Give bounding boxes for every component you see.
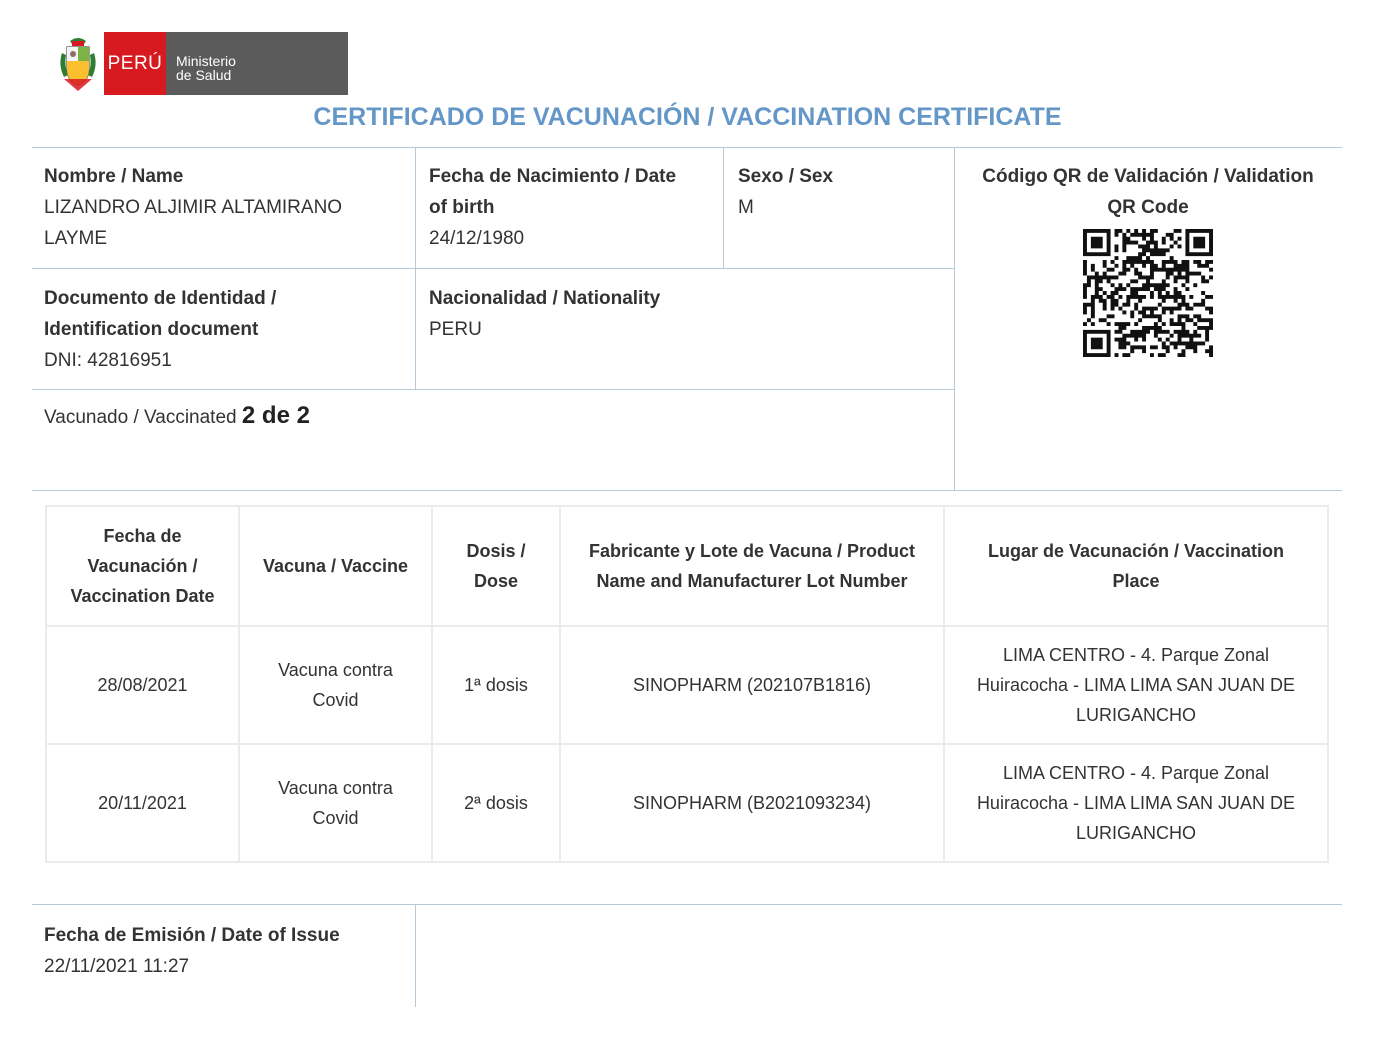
col-header-date-line2: Vacunación / (87, 556, 198, 576)
dose-vaccine (239, 626, 432, 744)
dose-row (46, 626, 1328, 744)
dob-value: 24/12/1980 (429, 228, 525, 249)
dose-number: 1ª dosis (432, 626, 560, 744)
rule-row2 (32, 389, 954, 390)
id-label-line2: Identification document (44, 319, 259, 340)
qr-label-line2: QR Code (1107, 197, 1189, 218)
col-header-lot-line2: Name and Manufacturer Lot Number (596, 571, 908, 591)
dose-place-line1: LIMA CENTRO - 4. Parque Zonal (1002, 645, 1270, 665)
doses-table (45, 505, 1329, 863)
dob-label-line1: Fecha de Nacimiento / Date (429, 166, 677, 187)
col-header-place-line2: Place (1112, 571, 1160, 591)
qr-cell (958, 161, 1338, 223)
nationality-value: PERU (429, 319, 482, 340)
dose-place (944, 626, 1328, 744)
col-header-date-line3: Vaccination Date (70, 586, 215, 606)
col-header-lot-line1: Fabricante y Lote de Vacuna / Product (588, 541, 916, 561)
col-header-place (944, 506, 1328, 626)
rule-row1 (32, 268, 954, 269)
qr-modules (1083, 229, 1213, 357)
col-header-date (46, 506, 239, 626)
dose-place-line3: LURIGANCHO (1075, 705, 1196, 725)
dose-date: 20/11/2021 (46, 744, 239, 862)
id-label-line1: Documento de Identidad / (44, 288, 277, 309)
name-cell (44, 161, 342, 254)
brand-country: PERÚ (107, 52, 163, 74)
col-header-date-line1: Fecha de (103, 526, 182, 546)
brand-ministry-line1: Ministerio (176, 53, 236, 69)
certificate-title: CERTIFICADO DE VACUNACIÓN / VACCINATION CERTIFICATE (313, 103, 1062, 131)
brand-country-box (104, 32, 166, 95)
dose-vaccine-line2: Covid (312, 808, 359, 828)
col-header-dose (432, 506, 560, 626)
dose-date: 28/08/2021 (46, 626, 239, 744)
brand-ministry-box (166, 32, 348, 95)
sex-cell (738, 161, 833, 223)
vaccination-status (44, 402, 310, 430)
name-label: Nombre / Name (44, 166, 184, 187)
dose-vaccine (239, 744, 432, 862)
dob-label-line2: of birth (429, 197, 495, 218)
dose-lot: SINOPHARM (202107B1816) (560, 626, 944, 744)
validation-qr-code (1083, 229, 1213, 357)
sex-value: M (738, 197, 754, 218)
rule-bottom (32, 490, 1342, 491)
id-value: DNI: 42816951 (44, 350, 172, 371)
dose-place-line1: LIMA CENTRO - 4. Parque Zonal (1002, 763, 1270, 783)
dose-number: 2ª dosis (432, 744, 560, 862)
name-value-line1: LIZANDRO ALJIMIR ALTAMIRANO (44, 197, 343, 218)
dose-place (944, 744, 1328, 862)
dose-vaccine-line1: Vacuna contra (278, 778, 393, 798)
status-value: 2 de 2 (241, 402, 310, 429)
brand-ministry-line2: de Salud (176, 67, 232, 83)
dose-place-line3: LURIGANCHO (1075, 823, 1196, 843)
nationality-cell (429, 283, 660, 345)
col-header-dose-line2: Dose (473, 571, 518, 591)
rule-issue (32, 904, 1342, 905)
dose-place-line2: Huiracocha - LIMA LIMA SAN JUAN DE (976, 675, 1296, 695)
dose-lot: SINOPHARM (B2021093234) (560, 744, 944, 862)
qr-label-line1: Código QR de Validación / Validation (982, 166, 1314, 187)
rule-top (32, 147, 1342, 148)
col-header-lot (560, 506, 944, 626)
col-header-place-line1: Lugar de Vacunación / Vaccination (987, 541, 1285, 561)
name-value-line2: LAYME (44, 228, 108, 249)
status-prefix: Vacunado / Vaccinated (44, 407, 237, 428)
doses-header-row (46, 506, 1328, 626)
rule-issue-col (415, 904, 416, 1007)
col-header-dose-line1: Dosis / (466, 541, 526, 561)
peru-coat-of-arms-icon (52, 32, 104, 95)
rule-col3 (954, 147, 955, 490)
issue-date-label: Fecha de Emisión / Date of Issue (44, 925, 340, 946)
issue-date-value: 22/11/2021 11:27 (44, 956, 190, 977)
col-header-vaccine-line1: Vacuna / Vaccine (262, 556, 409, 576)
col-header-vaccine (239, 506, 432, 626)
nationality-label: Nacionalidad / Nationality (429, 288, 661, 309)
dose-vaccine-line1: Vacuna contra (278, 660, 393, 680)
dose-row (46, 744, 1328, 862)
dob-cell (429, 161, 676, 254)
dose-vaccine-line2: Covid (312, 690, 359, 710)
rule-col2 (723, 147, 724, 268)
dose-place-line2: Huiracocha - LIMA LIMA SAN JUAN DE (976, 793, 1296, 813)
id-cell (44, 283, 276, 376)
sex-label: Sexo / Sex (738, 166, 834, 187)
rule-col1 (415, 147, 416, 389)
ministry-logo (52, 32, 348, 95)
